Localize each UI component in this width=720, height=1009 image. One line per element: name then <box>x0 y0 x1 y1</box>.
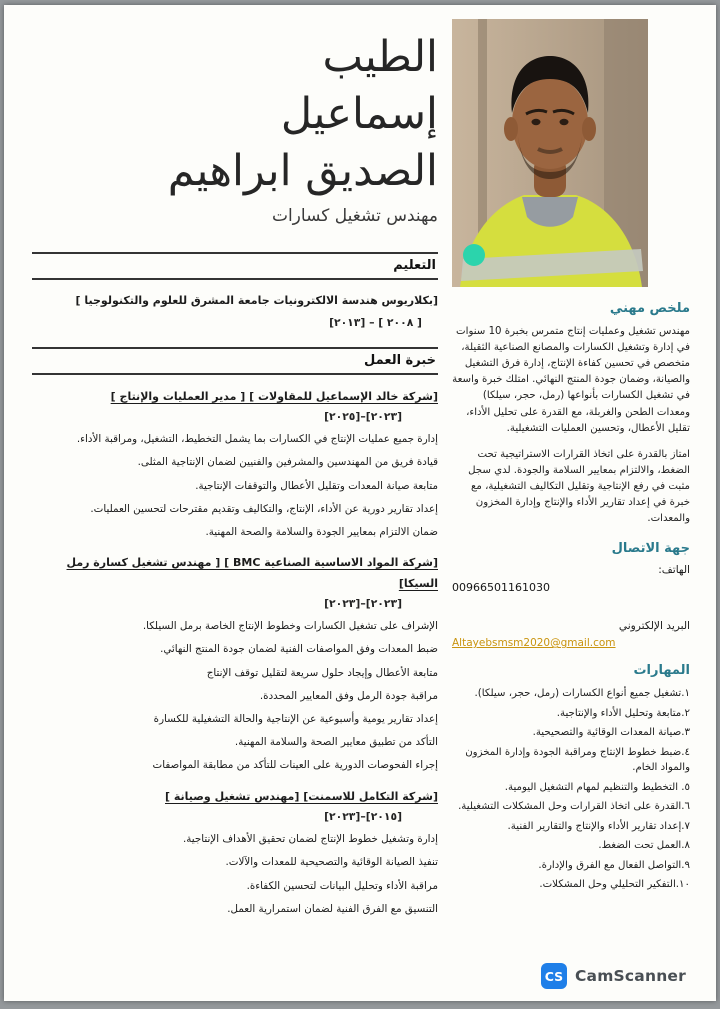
main-column <box>32 17 438 930</box>
job-title: [شركة التكامل للاسمنت] [مهندس تشغيل وصيانة ] <box>165 789 438 803</box>
job-dates: [٢٠٢٣]–[٢٠٢٥] <box>324 410 402 424</box>
job-dates: [٢٠٢٣]–[٢٠٢٣] <box>324 597 402 611</box>
camscanner-watermark <box>4 963 716 989</box>
job-duty: التنسيق مع الفرق الفنية لضمان استمرارية العمل. <box>227 902 438 915</box>
skill-item: ١.تشغيل جميع أنواع الكسارات (رمل، حجر، سيلكا). <box>474 688 690 700</box>
summary-paragraph: مهندس تشغيل وعمليات إنتاج متمرس بخبرة 10 سنوات في إدارة وتشغيل الكسارات والمصانع الصناعية الثقيلة، متخصص في تحسين كفاءة الإنتاج، إدارة فرق التشغيل والصيانة، وضمان جودة المنتج النهائي. امتلك خبرة واسعة في تشغيل الكسارات بأنواعها (رمل، حجر، سيلكا) ومعدات الطحن والغربلة، مع القدرة على تحليل الأداء، تقليل الأعطال، وتحسين العمليات التشغيلية. <box>452 326 690 434</box>
job-duty: إدارة وتشغيل خطوط الإنتاج لضمان تحقيق الأهداف الإنتاجية. <box>183 833 438 846</box>
job-title: [شركة المواد الاساسية الصناعية BMC ] [ مهندس تشغيل كسارة رمل السيكا] <box>66 556 438 590</box>
job-duty: إدارة جميع عمليات الإنتاج في الكسارات بما يشمل التخطيط، التشغيل، ومراقبة الأداء. <box>76 433 438 446</box>
skills-list <box>452 686 690 893</box>
skill-item: ٩.التواصل الفعال مع الفرق والإدارة. <box>538 859 690 871</box>
camscanner-icon: CS <box>541 963 567 989</box>
summary-heading: ملخص مهني <box>609 301 690 316</box>
job-entry <box>32 387 438 541</box>
sidebar-column <box>452 17 690 930</box>
candidate-name-line: الطيب <box>322 32 438 82</box>
page-columns <box>32 17 690 930</box>
job-duty: التأكد من تطبيق معايير الصحة والسلامة المهنية. <box>234 736 438 749</box>
skill-item: ٥. التخطيط والتنظيم لمهام التشغيل اليومية. <box>504 781 690 793</box>
job-dates: [٢٠١٥]–[٢٠٢٣] <box>324 810 402 824</box>
contact-heading: جهة الاتصال <box>611 541 690 557</box>
skill-item: ٤.ضبط خطوط الإنتاج ومراقبة الجودة وإدارة المخزون والمواد الخام. <box>465 746 690 774</box>
section-education <box>32 252 438 329</box>
section-experience <box>32 347 438 917</box>
photo-sticker-dot <box>463 244 485 266</box>
candidate-name-line: الصديق ابراهيم <box>167 145 438 196</box>
experience-heading: خبرة العمل <box>32 347 438 375</box>
education-degree: [بكلاريوس هندسة الالكترونيات جامعة المشرق للعلوم والتكنولوجيا ] <box>75 294 438 308</box>
job-duty: تنفيذ الصيانة الوقائية والتصحيحية للمعدات والآلات. <box>225 856 438 869</box>
candidate-name <box>32 29 438 199</box>
skill-item: ٦.القدرة على اتخاذ القرارات وحل المشكلات التشغيلية. <box>458 801 690 813</box>
job-duty: إعداد تقارير دورية عن الأداء، الإنتاج، والتكاليف وتقديم مقترحات لتحسين العمليات. <box>90 502 438 515</box>
skill-item: ٣.صيانة المعدات الوقائية والتصحيحية. <box>532 727 690 739</box>
job-entry <box>32 787 438 917</box>
skill-item: ٧.إعداد تقارير الأداء والإنتاج والتقارير الفنية. <box>507 820 690 832</box>
job-duty: الإشراف على تشغيل الكسارات وخطوط الإنتاج الخاصة برمل السيلكا. <box>142 620 438 633</box>
job-entry <box>32 553 438 773</box>
profile-photo <box>452 19 648 287</box>
education-heading: التعليم <box>32 252 438 280</box>
job-duty: متابعة صيانة المعدات وتقليل الأعطال والتوقفات الإنتاجية. <box>195 479 438 492</box>
job-duty: إعداد تقارير يومية وأسبوعية عن الإنتاجية والحالة التشغيلية للكسارة <box>153 712 438 725</box>
summary-paragraph: امتاز بالقدرة على اتخاذ القرارات الاستراتيجية تحت الضغط، والالتزام بمعايير السلامة والجودة. لدي سجل مثبت في رفع الإنتاجية وتقليل التكاليف التشغيلية، مع خبرة في إعداد تقارير الأداء والإنتاج وإدارة المخزون والمعدات. <box>468 448 690 525</box>
phone-number: 00966501161030 <box>452 581 550 595</box>
job-duty: ضبط المعدات وفق المواصفات الفنية لضمان جودة المنتج النهائي. <box>160 643 438 656</box>
skills-heading: المهارات <box>633 663 690 679</box>
education-dates: [ ٢٠٠٨ ] – [٢٠١٣] <box>329 315 422 329</box>
job-duty: قيادة فريق من المهندسين والمشرفين والفنيين لضمان الإنتاجية المثلى. <box>137 456 438 469</box>
phone-label: الهاتف: <box>658 564 690 577</box>
job-duty: مراقبة جودة الرمل وفق المعايير المحددة. <box>259 689 438 702</box>
job-duty: متابعة الأعطال وإيجاد حلول سريعة لتقليل توقف الإنتاج <box>206 666 438 679</box>
skill-item: ١٠.التفكير التحليلي وحل المشكلات. <box>539 879 690 891</box>
job-duty: إجراء الفحوصات الدورية على العينات للتأكد من مطابقة المواصفات <box>152 759 438 772</box>
email-label: البريد الإلكتروني <box>618 620 690 633</box>
scanned-cv-page <box>4 5 716 1001</box>
email-link[interactable]: Altayebsmsm2020@gmail.com <box>452 637 616 650</box>
candidate-name-line: إسماعيل <box>280 88 438 139</box>
job-duty: مراقبة الأداء وتحليل البيانات لتحسين الكفاءة. <box>246 879 438 892</box>
job-duty: ضمان الالتزام بمعايير الجودة والسلامة والصحة المهنية. <box>205 526 438 539</box>
skill-item: ٢.متابعة وتحليل الأداء والإنتاجية. <box>556 707 690 719</box>
camscanner-brand: CamScanner <box>574 967 686 985</box>
skill-item: ٨.العمل تحت الضغط. <box>598 840 690 852</box>
profile-photo-illustration <box>452 19 648 287</box>
candidate-job-title: مهندس تشغيل كسارات <box>271 206 438 227</box>
job-title: [شركة خالد الإسماعيل للمقاولات ] [ مدير العمليات والإنتاج ] <box>110 389 438 403</box>
